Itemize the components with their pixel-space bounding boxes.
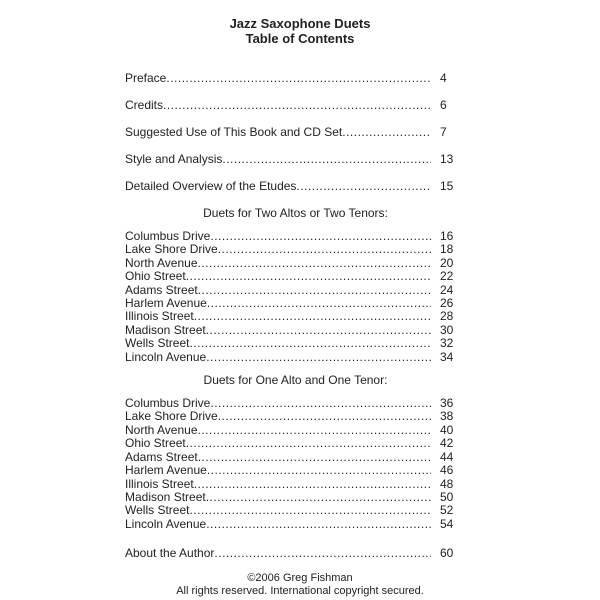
entry-page-number: 38 (440, 409, 454, 424)
entry-label: Harlem Avenue (125, 463, 207, 478)
section-entries-two-altos (125, 230, 466, 364)
entry-page-number: 34 (440, 349, 454, 364)
dot-leader (206, 491, 431, 504)
toc-row (125, 243, 466, 256)
toc-row (125, 126, 466, 139)
toc-row (125, 504, 466, 517)
back-matter-list (125, 547, 466, 560)
section-heading-two-altos: Duets for Two Altos or Two Tenors: (203, 206, 388, 220)
entry-page-number: 28 (440, 309, 454, 324)
entry-page-number: 15 (440, 179, 454, 193)
entry-label: About the Author (125, 546, 215, 561)
dot-leader (163, 99, 431, 112)
toc-row (125, 451, 466, 464)
entry-label: Lincoln Avenue (125, 349, 207, 364)
toc-row (125, 72, 466, 85)
entry-page-number: 26 (440, 296, 454, 311)
entry-label: Madison Street (125, 322, 206, 337)
dot-leader (342, 126, 431, 139)
entry-page-number: 30 (440, 322, 454, 337)
dot-leader (186, 437, 431, 450)
entry-page-number: 50 (440, 489, 454, 504)
entry-page-number: 4 (440, 71, 447, 85)
entry-label: Lake Shore Drive (125, 242, 218, 257)
entry-label: Credits (125, 98, 164, 112)
dot-leader (194, 478, 431, 491)
entry-label: Suggested Use of This Book and CD Set (125, 125, 343, 139)
entry-page-number: 52 (440, 503, 454, 518)
footer-rights: All rights reserved. International copyright secured. (176, 585, 424, 598)
entry-label: Ohio Street (125, 436, 186, 451)
dot-leader (206, 518, 431, 531)
entry-label: Style and Analysis (125, 152, 223, 166)
toc-row (125, 324, 466, 337)
entry-label: Wells Street (125, 503, 190, 518)
toc-row (125, 437, 466, 450)
dot-leader (198, 424, 432, 437)
entry-page-number: 60 (440, 546, 454, 561)
entry-page-number: 6 (440, 98, 447, 112)
dot-leader (166, 72, 431, 85)
toc-row (125, 257, 466, 270)
toc-row (125, 518, 466, 531)
entry-page-number: 36 (440, 396, 454, 411)
entry-label: Illinois Street (125, 309, 194, 324)
toc-row (125, 310, 466, 323)
entry-page-number: 13 (440, 152, 454, 166)
dot-leader (207, 464, 431, 477)
dot-leader (189, 504, 431, 517)
entry-label: Columbus Drive (125, 229, 211, 243)
dot-leader (189, 337, 431, 350)
footer-copyright: ©2006 Greg Fishman (247, 572, 353, 585)
dot-leader (198, 257, 432, 270)
dot-leader (296, 180, 431, 193)
entry-label: Lake Shore Drive (125, 409, 218, 424)
dot-leader (194, 310, 431, 323)
entry-label: Illinois Street (125, 476, 194, 491)
toc-row (125, 424, 466, 437)
entry-label: Madison Street (125, 489, 206, 504)
dot-leader (207, 297, 431, 310)
dot-leader (218, 410, 431, 423)
entry-page-number: 22 (440, 269, 454, 284)
entry-page-number: 44 (440, 449, 454, 464)
dot-leader (222, 153, 431, 166)
entry-label: North Avenue (125, 255, 198, 270)
entry-label: Preface (125, 71, 167, 85)
toc-row (125, 547, 466, 560)
toc-row (125, 337, 466, 350)
dot-leader (186, 270, 431, 283)
entry-label: Ohio Street (125, 269, 186, 284)
doc-title: Jazz Saxophone Duets (229, 16, 371, 31)
dot-leader (210, 230, 431, 243)
section-entries-alto-tenor (125, 397, 466, 531)
toc-row (125, 99, 466, 112)
doc-subtitle: Table of Contents (245, 31, 355, 46)
toc-row (125, 153, 466, 166)
entry-page-number: 18 (440, 242, 454, 257)
toc-row (125, 297, 466, 310)
entry-page-number: 20 (440, 255, 454, 270)
toc-row (125, 397, 466, 410)
entry-page-number: 54 (440, 516, 454, 531)
dot-leader (206, 351, 431, 364)
section-heading-alto-tenor: Duets for One Alto and One Tenor: (203, 373, 388, 388)
front-matter-list (125, 72, 466, 193)
entry-page-number: 40 (440, 422, 454, 437)
entry-label: Adams Street (125, 282, 198, 297)
entry-label: Detailed Overview of the Etudes (125, 179, 297, 193)
dot-leader (214, 547, 431, 560)
toc-content (125, 72, 466, 560)
entry-page-number: 42 (440, 436, 454, 451)
dot-leader (218, 243, 431, 256)
entry-label: Columbus Drive (125, 396, 211, 411)
toc-row (125, 351, 466, 364)
page-footer (0, 572, 600, 598)
toc-row (125, 478, 466, 491)
entry-page-number: 24 (440, 282, 454, 297)
entry-page-number: 32 (440, 336, 454, 351)
entry-label: Wells Street (125, 336, 190, 351)
toc-row (125, 270, 466, 283)
toc-row (125, 464, 466, 477)
entry-label: North Avenue (125, 422, 198, 437)
dot-leader (198, 284, 431, 297)
toc-row (125, 410, 466, 423)
toc-row (125, 180, 466, 193)
toc-row (125, 284, 466, 297)
dot-leader (206, 324, 431, 337)
entry-page-number: 46 (440, 463, 454, 478)
entry-page-number: 48 (440, 476, 454, 491)
entry-label: Harlem Avenue (125, 296, 207, 311)
entry-label: Lincoln Avenue (125, 516, 207, 531)
dot-leader (210, 397, 431, 410)
toc-row (125, 230, 466, 243)
toc-row (125, 491, 466, 504)
dot-leader (198, 451, 431, 464)
title-block (0, 16, 600, 46)
entry-page-number: 16 (440, 229, 454, 243)
entry-page-number: 7 (440, 125, 447, 139)
entry-label: Adams Street (125, 449, 198, 464)
